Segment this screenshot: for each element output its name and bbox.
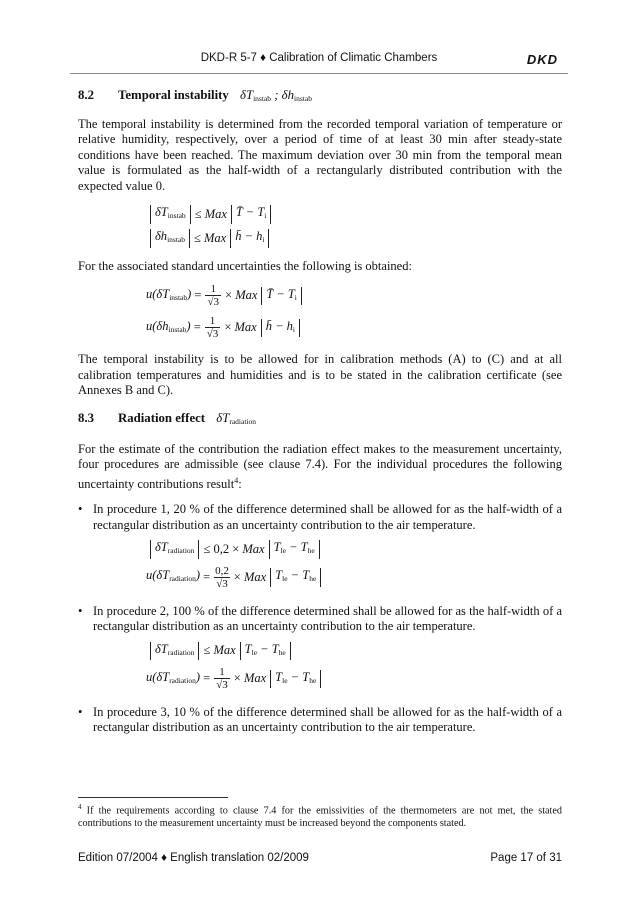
footer-page-number: Page 17 of 31 xyxy=(490,852,562,864)
section-8-3-heading xyxy=(78,411,562,430)
page-header xyxy=(70,50,568,70)
page-body xyxy=(78,88,562,736)
formula-radiation-p2-u: $u(\delta T_{radiation})$ = $\frac{1}{√3}$ × Max $T_{le} - T_{he}$ xyxy=(146,663,562,695)
formula-radiation-p1-u: $u(\delta T_{radiation})$ = $\frac{0,2}{√3}$ × Max $T_{le} - T_{he}$ xyxy=(146,562,562,594)
section-title: Temporal instability xyxy=(118,88,229,102)
footnote-mark: 4 xyxy=(78,803,82,811)
section-title: Radiation effect xyxy=(118,410,206,425)
section-number: 8.2 xyxy=(78,88,94,102)
footnote xyxy=(78,801,562,830)
section-8-2-heading xyxy=(78,88,562,107)
footer-edition: Edition 07/2004 ♦ English translation 02/2009 xyxy=(78,852,309,864)
footnote-reference[interactable]: 4 xyxy=(234,475,239,485)
list-item-procedure-1: • In procedure 1, 20 % of the difference determined shall be allowed for as the half-width of a rectangular distribution as an uncertainty contribution to the air temperature. $\delta T_{radiation}$ ≤ 0,2 × Max $T_{le} - T_{he}$ $u(\delta T_{radiation})$ = $\frac{0,2}{√3}$ × Max $T_{le} - T_{he}$ xyxy=(78,502,562,593)
procedure-list xyxy=(78,502,562,736)
section-8-2-paragraph-3: The temporal instability is to be allowed for in calibration methods (A) to (C) and at all calibration temperatures and humidities and is to be stated in the calibration certificate (see Annexes B and C). xyxy=(78,352,562,398)
header-title: DKD-R 5-7 ♦ Calibration of Climatic Chambers xyxy=(200,52,438,64)
page-footer xyxy=(78,852,562,864)
formula-block-instability-max xyxy=(146,203,562,251)
formula-t-instab-max: $\delta T_{instab}$ ≤ Max T̄ − $T_i$ xyxy=(146,203,562,227)
formula-block-instability-uncertainty xyxy=(146,280,562,344)
formula-u-t-instab: $u(\delta T_{instab})$ = $\frac{1}{√3}$ × Max T̄ − $T_i$ xyxy=(146,280,562,312)
footnote-text: If the requirements according to clause 7.4 for the emissivities of the thermometers are not met, the stated contributions to the measurement uncertainty must be increased beyond the components stated. xyxy=(78,805,562,830)
section-symbols: $\delta T_{instab}$ ; $\delta h_{instab}$ xyxy=(240,88,312,103)
formula-radiation-p1-bound: $\delta T_{radiation}$ ≤ 0,2 × Max $T_{le} - T_{he}$ xyxy=(146,538,562,562)
list-item-procedure-2: • In procedure 2, 100 % of the difference determined shall be allowed for as the half-width of a rectangular distribution as an uncertainty contribution to the air temperature. $\delta T_{radiation}$ ≤ Max $T_{le} - T_{he}$ $u(\delta T_{radiation})$ = $\frac{1}{√3}$ × Max $T_{le} - T_{he}$ xyxy=(78,604,562,695)
section-number: 8.3 xyxy=(78,410,94,425)
list-item-procedure-3: • In procedure 3, 10 % of the difference determined shall be allowed for as the half-width of a rectangular distribution as an uncertainty contribution to the air temperature. xyxy=(78,704,562,735)
formula-block-procedure-2 xyxy=(146,639,562,695)
formula-h-instab-max: $\delta h_{instab}$ ≤ Max h̄ − $h_i$ xyxy=(146,227,562,251)
dkd-logo: DKD xyxy=(526,52,558,67)
section-8-2-paragraph-2: For the associated standard uncertainties the following is obtained: xyxy=(78,258,412,273)
section-8-3-paragraph-1: For the estimate of the contribution the radiation effect makes to the measurement uncertainty, four procedures are admissible (see clause 7.4). For the individual procedures the following uncertainty contributions result$^4$: xyxy=(78,441,562,491)
formula-u-h-instab: $u(\delta h_{instab})$ = $\frac{1}{√3}$ × Max h̄ − $h_i$ xyxy=(146,312,562,344)
formula-block-procedure-1 xyxy=(146,538,562,594)
section-8-2-paragraph-1: The temporal instability is determined from the recorded temporal variation of temperature or relative humidity, respectively, over a period of time of at least 30 min after steady-state conditions have been reached. The maximum deviation over 30 min from the temporal mean value is formulated as the half-width of a rectangularly distributed contribution with the expected value 0. xyxy=(78,116,562,193)
header-rule xyxy=(70,73,568,74)
formula-radiation-p2-bound: $\delta T_{radiation}$ ≤ Max $T_{le} - T_{he}$ xyxy=(146,639,562,663)
section-symbols: $\delta T_{radiation}$ xyxy=(216,410,257,426)
footnote-rule xyxy=(78,797,228,798)
